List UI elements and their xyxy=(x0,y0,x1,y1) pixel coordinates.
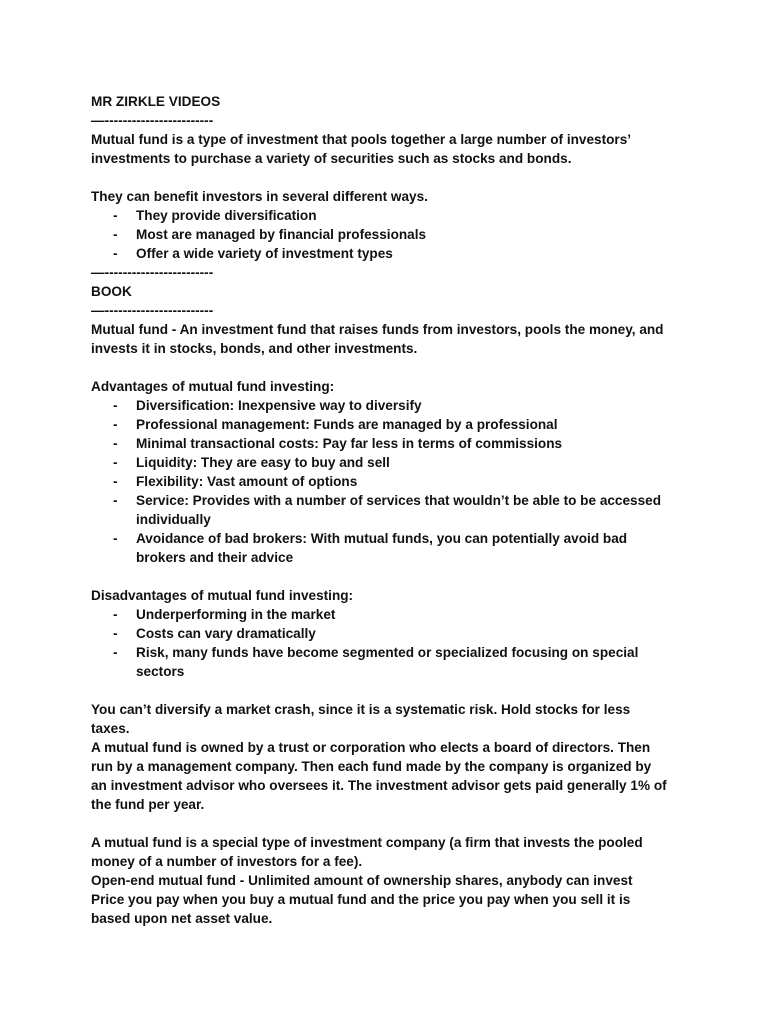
paragraph-price: Price you pay when you buy a mutual fund and the price you pay when you sell it is based upon net asset value. xyxy=(91,892,631,926)
bullet-dash: - xyxy=(113,227,118,242)
blank-line xyxy=(91,168,691,187)
bullet-dash: - xyxy=(113,398,118,413)
separator-line: —------------------------ xyxy=(91,113,214,128)
paragraph-benefit: They can benefit investors in several different ways. xyxy=(91,189,428,204)
paragraph-investment-company: A mutual fund is a special type of investment company (a firm that invests the pooled money of a number of investors for a fee). xyxy=(91,835,643,869)
paragraph-trust: A mutual fund is owned by a trust or corporation who elects a board of directors. Then run by a management company. Then each fund made by the company is organized by an investment advisor who oversees it. The investment advisor gets paid generally 1% of the fund per year. xyxy=(91,740,667,812)
document-body xyxy=(91,92,691,928)
bullet-dash: - xyxy=(113,493,118,508)
bullet-dash: - xyxy=(113,417,118,432)
list-item: - Risk, many funds have become segmented or specialized focusing on special sectors xyxy=(113,645,639,679)
blank-line xyxy=(91,814,691,833)
bullet-dash: - xyxy=(113,474,118,489)
paragraph-open-end: Open-end mutual fund - Unlimited amount of ownership shares, anybody can invest xyxy=(91,873,633,888)
separator-line: —------------------------ xyxy=(91,303,214,318)
separator-line: —------------------------ xyxy=(91,265,214,280)
disadvantages-list xyxy=(91,605,691,681)
list-item: - Liquidity: They are easy to buy and sell xyxy=(113,455,390,470)
bullet-dash: - xyxy=(113,246,118,261)
bullet-dash: - xyxy=(113,531,118,546)
blank-line xyxy=(91,681,691,700)
paragraph-market-crash: You can’t diversify a market crash, since it is a systematic risk. Hold stocks for less taxes. xyxy=(91,702,631,736)
paragraph-disadvantages: Disadvantages of mutual fund investing: xyxy=(91,588,354,603)
list-item: - They provide diversification xyxy=(113,208,317,223)
list-item: - Offer a wide variety of investment types xyxy=(113,246,393,261)
paragraph-advantages: Advantages of mutual fund investing: xyxy=(91,379,335,394)
bullet-dash: - xyxy=(113,626,118,641)
list-item: - Service: Provides with a number of services that wouldn’t be able to be accessed individually xyxy=(113,493,662,527)
list-item: - Diversification: Inexpensive way to diversify xyxy=(113,398,422,413)
heading-book: BOOK xyxy=(91,284,132,299)
blank-line xyxy=(91,567,691,586)
bullet-dash: - xyxy=(113,208,118,223)
paragraph-intro: Mutual fund is a type of investment that pools together a large number of investors’ investments to purchase a variety of securities such as stocks and bonds. xyxy=(91,132,632,166)
advantages-list xyxy=(91,396,691,567)
list-item: - Flexibility: Vast amount of options xyxy=(113,474,358,489)
blank-line xyxy=(91,358,691,377)
bullet-dash: - xyxy=(113,455,118,470)
bullet-dash: - xyxy=(113,645,118,660)
paragraph-definition: Mutual fund - An investment fund that raises funds from investors, pools the money, and invests it in stocks, bonds, and other investments. xyxy=(91,322,664,356)
bullet-dash: - xyxy=(113,436,118,451)
heading-zirkle-videos: MR ZIRKLE VIDEOS xyxy=(91,94,221,109)
list-item: - Costs can vary dramatically xyxy=(113,626,316,641)
list-item: - Minimal transactional costs: Pay far less in terms of commissions xyxy=(113,436,563,451)
list-item: - Most are managed by financial professionals xyxy=(113,227,427,242)
bullet-dash: - xyxy=(113,607,118,622)
list-item: - Underperforming in the market xyxy=(113,607,336,622)
list-item: - Professional management: Funds are managed by a professional xyxy=(113,417,558,432)
list-item: - Avoidance of bad brokers: With mutual funds, you can potentially avoid bad brokers and their advice xyxy=(113,531,628,565)
benefits-list xyxy=(91,206,691,263)
